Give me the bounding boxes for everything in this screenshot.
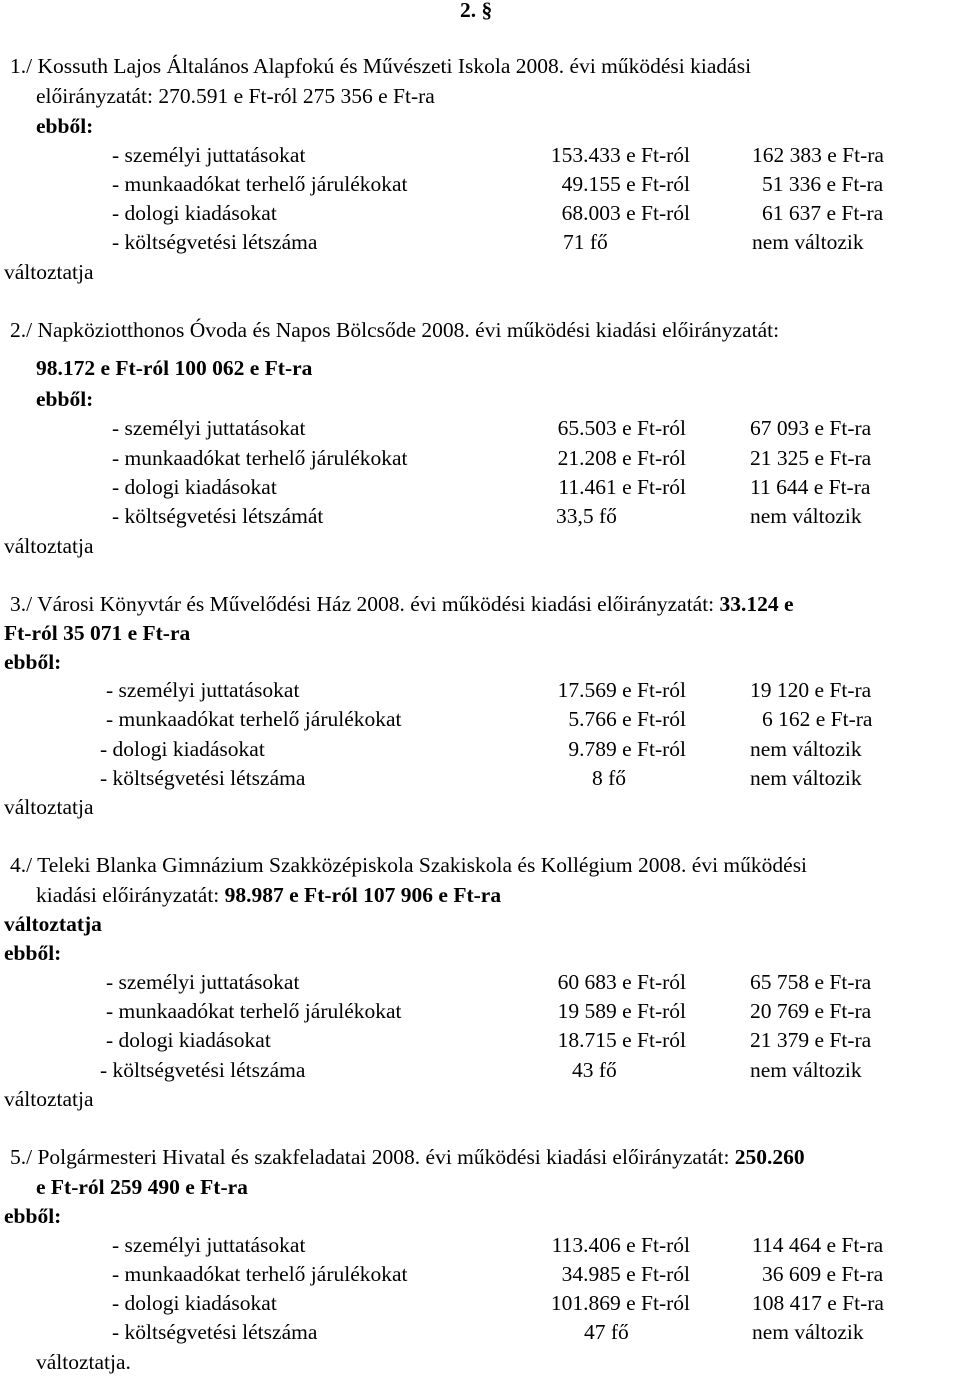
section-4-total (36, 885, 501, 907)
section-1-total: előirányzatát: 270.591 e Ft-ról 275 356 e Ft-ra (36, 84, 435, 108)
s2-row2-to: 21 325 e Ft-ra (750, 446, 872, 470)
s5-row2-to: 36 609 e Ft-ra (762, 1262, 884, 1286)
s2-row3-from: 11.461 e Ft-ról (558, 475, 686, 499)
s4-row3-from: 18.715 e Ft-ról (557, 1028, 686, 1052)
s1-row2-to: 51 336 e Ft-ra (762, 172, 884, 196)
s2-row3-to: 11 644 e Ft-ra (750, 475, 871, 499)
s4-row3-to: 21 379 e Ft-ra (750, 1028, 872, 1052)
section-4-total-label: kiadási előirányzatát: (36, 883, 220, 907)
s3-row1-label: - személyi juttatásokat (106, 678, 300, 702)
s2-row4-to: nem változik (750, 504, 862, 528)
s3-row3-to: nem változik (750, 737, 862, 761)
s1-row4-from: 71 fő (563, 230, 608, 254)
s1-row3-label: - dologi kiadásokat (112, 201, 277, 225)
s2-row1-from: 65.503 e Ft-ról (557, 416, 686, 440)
section-4-ebbol: ebből: (4, 941, 62, 965)
s1-row2-from: 49.155 e Ft-ról (561, 172, 690, 196)
section-mark: 2. § (460, 0, 493, 22)
s1-row3-from: 68.003 e Ft-ról (561, 201, 690, 225)
s3-row4-label: - költségvetési létszáma (100, 766, 306, 790)
s4-row4-from: 43 fő (572, 1058, 617, 1082)
section-2-total: 98.172 e Ft-ról 100 062 e Ft-ra (36, 356, 313, 380)
s3-row1-from: 17.569 e Ft-ról (557, 678, 686, 702)
s4-row1-to: 65 758 e Ft-ra (750, 970, 872, 994)
section-4-title: 4./ Teleki Blanka Gimnázium Szakközépiskola Szakiskola és Kollégium 2008. évi működési (10, 853, 808, 877)
s5-row2-from: 34.985 e Ft-ról (561, 1262, 690, 1286)
section-1-title: 1./ Kossuth Lajos Általános Alapfokú és Művészeti Iskola 2008. évi működési kiadási (10, 54, 752, 78)
s2-row4-label: - költségvetési létszámát (112, 504, 324, 528)
s3-row3-from: 9.789 e Ft-ról (568, 737, 686, 761)
s3-row1-to: 19 120 e Ft-ra (750, 678, 872, 702)
s5-row1-label: - személyi juttatásokat (112, 1233, 306, 1257)
s1-row3-to: 61 637 e Ft-ra (762, 201, 884, 225)
s2-row1-label: - személyi juttatásokat (112, 416, 306, 440)
s4-row1-label: - személyi juttatásokat (106, 970, 300, 994)
s3-row4-from: 8 fő (592, 766, 627, 790)
s5-row3-label: - dologi kiadásokat (112, 1291, 277, 1315)
section-3-title-amount: 33.124 e (719, 592, 794, 616)
section-4-changes: változtatja (4, 912, 102, 936)
section-2-title: 2./ Napköziotthonos Óvoda és Napos Bölcsőde 2008. évi működési kiadási előirányzatát: (10, 318, 780, 342)
section-2-ebbol: ebből: (36, 387, 94, 411)
s5-row1-to: 114 464 e Ft-ra (752, 1233, 884, 1257)
s5-row4-to: nem változik (752, 1320, 864, 1344)
s4-row3-label: - dologi kiadásokat (106, 1028, 271, 1052)
s1-row4-to: nem változik (752, 230, 864, 254)
s1-row1-to: 162 383 e Ft-ra (752, 143, 884, 167)
s2-tail: változtatja (4, 534, 94, 558)
s1-row4-label: - költségvetési létszáma (112, 230, 318, 254)
s5-row4-label: - költségvetési létszáma (112, 1320, 318, 1344)
s4-row4-to: nem változik (750, 1058, 862, 1082)
s4-row2-label: - munkaadókat terhelő járulékokat (106, 999, 402, 1023)
s3-tail: változtatja (4, 795, 94, 819)
s3-row2-from: 5.766 e Ft-ról (568, 707, 686, 731)
section-5-title-text: 5./ Polgármesteri Hivatal és szakfeladatai 2008. évi működési kiadási előirányzatát: (10, 1145, 730, 1169)
section-5-total: e Ft-ról 259 490 e Ft-ra (36, 1175, 248, 1199)
s4-row4-label: - költségvetési létszáma (100, 1058, 306, 1082)
s5-row3-from: 101.869 e Ft-ról (550, 1291, 690, 1315)
section-4-total-amount: 98.987 e Ft-ról 107 906 e Ft-ra (224, 883, 502, 907)
s3-row4-to: nem változik (750, 766, 862, 790)
s4-row2-from: 19 589 e Ft-ról (557, 999, 686, 1023)
section-5-title-amount: 250.260 (734, 1145, 805, 1169)
s2-row1-to: 67 093 e Ft-ra (750, 416, 872, 440)
s1-row1-label: - személyi juttatásokat (112, 143, 306, 167)
section-5-ebbol: ebből: (4, 1204, 62, 1228)
s3-row2-to: 6 162 e Ft-ra (762, 707, 873, 731)
s4-row2-to: 20 769 e Ft-ra (750, 999, 872, 1023)
s1-row2-label: - munkaadókat terhelő járulékokat (112, 172, 408, 196)
s1-tail: változtatja (4, 260, 94, 284)
s1-row1-from: 153.433 e Ft-ról (550, 143, 690, 167)
section-3-title (10, 594, 794, 616)
s5-row4-from: 47 fő (584, 1320, 629, 1344)
s3-row3-label: - dologi kiadásokat (100, 737, 265, 761)
section-3-ebbol: ebből: (4, 650, 62, 674)
s5-row3-to: 108 417 e Ft-ra (752, 1291, 884, 1315)
s4-tail: változtatja (4, 1087, 94, 1111)
s3-row2-label: - munkaadókat terhelő járulékokat (106, 707, 402, 731)
s4-row1-from: 60 683 e Ft-ról (557, 970, 686, 994)
section-5-title (10, 1147, 805, 1169)
section-1-ebbol: ebből: (36, 114, 94, 138)
s2-row2-from: 21.208 e Ft-ról (557, 446, 686, 470)
s5-tail: változtatja. (36, 1350, 131, 1374)
s2-row2-label: - munkaadókat terhelő járulékokat (112, 446, 408, 470)
section-3-total: Ft-ról 35 071 e Ft-ra (4, 621, 191, 645)
s5-row1-from: 113.406 e Ft-ról (551, 1233, 690, 1257)
section-3-title-text: 3./ Városi Könyvtár és Művelődési Ház 2008. évi működési kiadási előirányzatát: (10, 592, 715, 616)
s2-row3-label: - dologi kiadásokat (112, 475, 277, 499)
s5-row2-label: - munkaadókat terhelő járulékokat (112, 1262, 408, 1286)
s2-row4-from: 33,5 fő (556, 504, 617, 528)
